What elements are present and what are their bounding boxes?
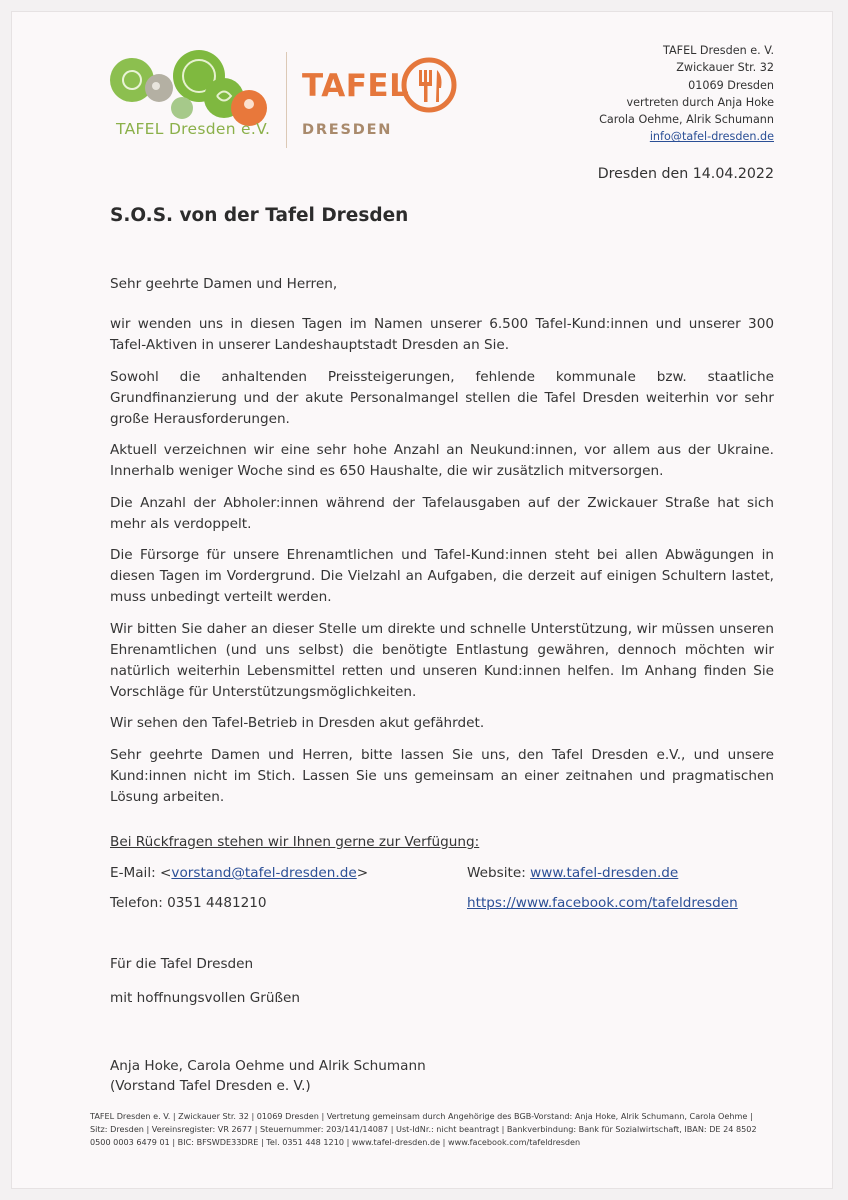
sender-address [534,42,774,146]
letter-date: Dresden den 14.04.2022 [597,166,774,182]
plate-fork-knife-icon [400,56,458,114]
paragraph: Aktuell verzeichnen wir eine sehr hohe Anzahl an Neukund:innen, vor allem aus der Ukraine. Innerhalb weniger Woche sind es 650 Haushalte, die wir zusätzlich mitversorgen. [110,442,774,480]
address-line: 01069 Dresden [688,78,774,92]
contact-website [467,865,678,881]
closing-line-2: mit hoffnungsvollen Grüßen [110,990,301,1006]
address-line: vertreten durch Anja Hoke [626,95,774,109]
signers: Anja Hoke, Carola Oehme und Alrik Schumann [110,1058,426,1074]
email-suffix: > [356,865,369,881]
logo-dresden-subtitle: DRESDEN [302,122,393,138]
contact-heading: Bei Rückfragen stehen wir Ihnen gerne zur Verfügung: [110,834,480,850]
letter-title: S.O.S. von der Tafel Dresden [110,205,409,226]
facebook-link[interactable]: https://www.facebook.com/tafeldresden [467,895,738,911]
address-line: TAFEL Dresden e. V. [663,44,774,57]
address-line: Carola Oehme, Alrik Schumann [599,113,774,127]
footer-line: 0500 0003 6479 01 | BIC: BFSWDE33DRE | Tel. 0351 448 1210 | www.tafel-dresden.de | www.facebook.com/tafeldresden [90,1137,581,1148]
address-line: Zwickauer Str. 32 [676,61,774,75]
contact-phone: Telefon: 0351 4481210 [110,895,267,911]
closing-line-1: Für die Tafel Dresden [110,956,254,972]
address-email-link[interactable]: info@tafel-dresden.de [649,130,774,144]
email-link[interactable]: vorstand@tafel-dresden.de [171,865,357,881]
footer-line: TAFEL Dresden e. V. | Zwickauer Str. 32 | 01069 Dresden | Vertretung gemeinsam durch Angehörige des BGB-Vorstand: Anja Hoke, Alrik Schumann, Carola Oehme | [90,1111,753,1121]
paragraph: Die Fürsorge für unsere Ehrenamtlichen und Tafel-Kund:innen steht bei allen Abwägungen in diesen Tagen im Vordergrund. Die Vielzahl an Aufgaben, die derzeit auf einigen Schultern lastet, muss unbedingt verteilt werden. [110,547,774,606]
greeting: Sehr geehrte Damen und Herren, [110,276,338,292]
paragraph: Wir sehen den Tafel-Betrieb in Dresden akut gefährdet. [110,715,485,732]
tafel-dresden-ev-logo [104,48,279,158]
paragraph: Sehr geehrte Damen und Herren, bitte lassen Sie uns, den Tafel Dresden e.V., und unsere Kund:innen nicht im Stich. Lassen Sie uns gemeinsam an einer zeitnahen und pragmatischen Lösung arbeiten. [110,746,774,806]
footer-line: Sitz: Dresden | Vereinsregister: VR 2677 | Steuernummer: 203/141/14087 | Ust-IdNr.: nicht beantragt | Bankverbindung: Bank für Sozialwirtschaft, IBAN: DE 24 8502 [90,1124,757,1135]
logo-left-text: TAFEL Dresden e.V. [116,120,271,138]
paragraph: Sowohl die anhaltenden Preissteigerungen, fehlende kommunale bzw. staatliche Grundfinanzierung und der akute Personalmangel stellen die Tafel Dresden weiterhin vor sehr große Herausforderungen. [110,368,774,428]
contact-facebook [467,895,738,911]
signers-role: (Vorstand Tafel Dresden e. V.) [110,1078,311,1094]
footer [90,1110,780,1150]
letter-body [110,274,774,818]
website-label: Website: [467,865,531,881]
email-label: E-Mail: < [110,865,172,881]
paragraph: Wir bitten Sie daher an dieser Stelle um direkte und schnelle Unterstützung, wir müssen unseren Ehrenamtlichen (und uns selbst) die benötigte Entlastung gewähren, dennoch möchten wir natürlich weiterhin Lebensmittel retten und unseren Kund:innen helfen. Im Anhang finden Sie Vorschläge für Unterstützungsmöglichkeiten. [110,620,774,701]
paragraph: Die Anzahl der Abholer:innen während der Tafelausgaben auf der Zwickauer Straße hat sich mehr als verdoppelt. [110,494,774,532]
website-link[interactable]: www.tafel-dresden.de [530,865,679,881]
paragraph: wir wenden uns in diesen Tagen im Namen unserer 6.500 Tafel-Kund:innen und unserer 300 Tafel-Aktiven in unserer Landeshauptstadt Dresden an Sie. [110,316,774,354]
letter-page [12,12,832,1188]
logo-divider [286,52,287,148]
logo-tafel-title: TAFEL [302,68,410,104]
contact-email [110,865,368,881]
